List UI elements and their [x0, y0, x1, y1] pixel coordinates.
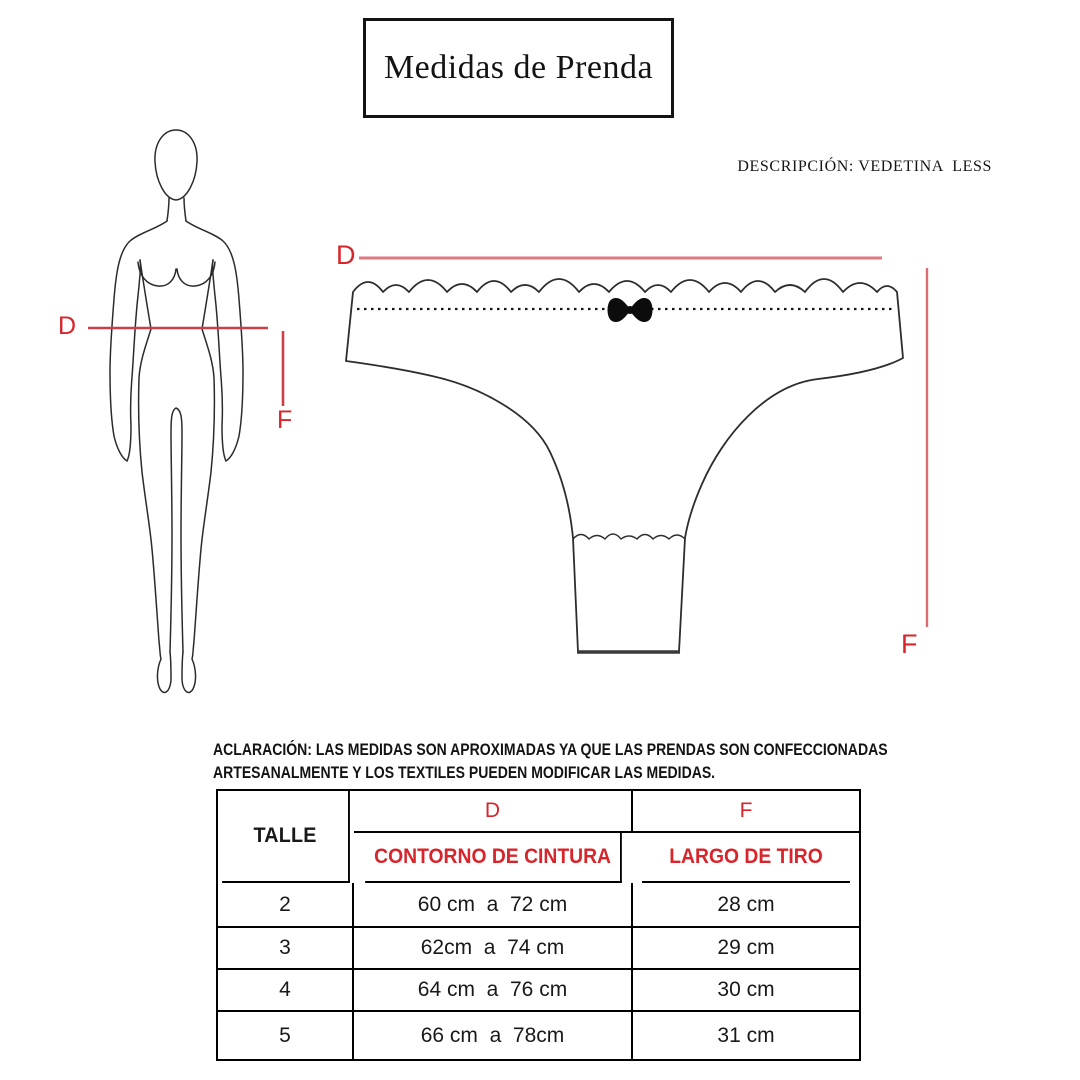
table-row-waist-value: 62cm a 74 cm: [354, 928, 633, 970]
garment-outline: [346, 279, 903, 652]
table-row-size-value: 5: [218, 1012, 354, 1059]
size-table: [216, 789, 861, 1061]
size-table-header-d-name: CONTORNO DE CINTURA: [365, 833, 622, 883]
disclaimer-line-2: ARTESANALMENTE Y LOS TEXTILES PUEDEN MODIFICAR LAS MEDIDAS.: [213, 763, 716, 782]
table-row-waist-value: 64 cm a 76 cm: [354, 970, 633, 1012]
size-table-header-d-code: D: [354, 791, 633, 833]
garment-illustration: [346, 279, 903, 652]
figure-inner-legs: [170, 408, 183, 652]
figure-torso-leg-right: [182, 260, 214, 692]
body-figure-illustration: [110, 130, 243, 692]
page-title: Medidas de Prenda: [383, 49, 654, 86]
table-row-size-value: 2: [218, 883, 354, 928]
table-row-rise-value: 29 cm: [633, 928, 859, 970]
figure-neck-right: [184, 198, 186, 221]
body-rise-measure-label: F: [277, 406, 293, 434]
size-table-header-f-name: LARGO DE TIRO: [642, 833, 850, 883]
disclaimer-note: [213, 739, 888, 784]
size-table-header-talle: TALLE: [222, 791, 350, 883]
size-table-header-f-code: F: [633, 791, 859, 833]
figure-head: [155, 130, 197, 200]
garment-waist-measure-label: D: [336, 240, 356, 270]
table-row-waist-value: 66 cm a 78cm: [354, 1012, 633, 1059]
figure-neck-left: [167, 198, 169, 221]
figure-torso-leg-left: [139, 260, 171, 692]
table-row-size-value: 4: [218, 970, 354, 1012]
disclaimer-line-1: ACLARACIÓN: LAS MEDIDAS SON APROXIMADAS YA QUE LAS PRENDAS SON CONFECCIONADAS: [213, 741, 888, 759]
table-row-size-value: 3: [218, 928, 354, 970]
table-row-rise-value: 30 cm: [633, 970, 859, 1012]
bow-knot: [626, 306, 634, 314]
title-box: [363, 18, 674, 118]
product-description: DESCRIPCIÓN: VEDETINA LESS: [737, 158, 992, 175]
table-row-waist-value: 60 cm a 72 cm: [354, 883, 633, 928]
table-row-rise-value: 28 cm: [633, 883, 859, 928]
body-waist-measure-label: D: [58, 312, 77, 340]
table-row-rise-value: 31 cm: [717, 1023, 775, 1047]
figure-bust: [138, 262, 215, 286]
garment-rise-measure-label: F: [901, 629, 918, 659]
